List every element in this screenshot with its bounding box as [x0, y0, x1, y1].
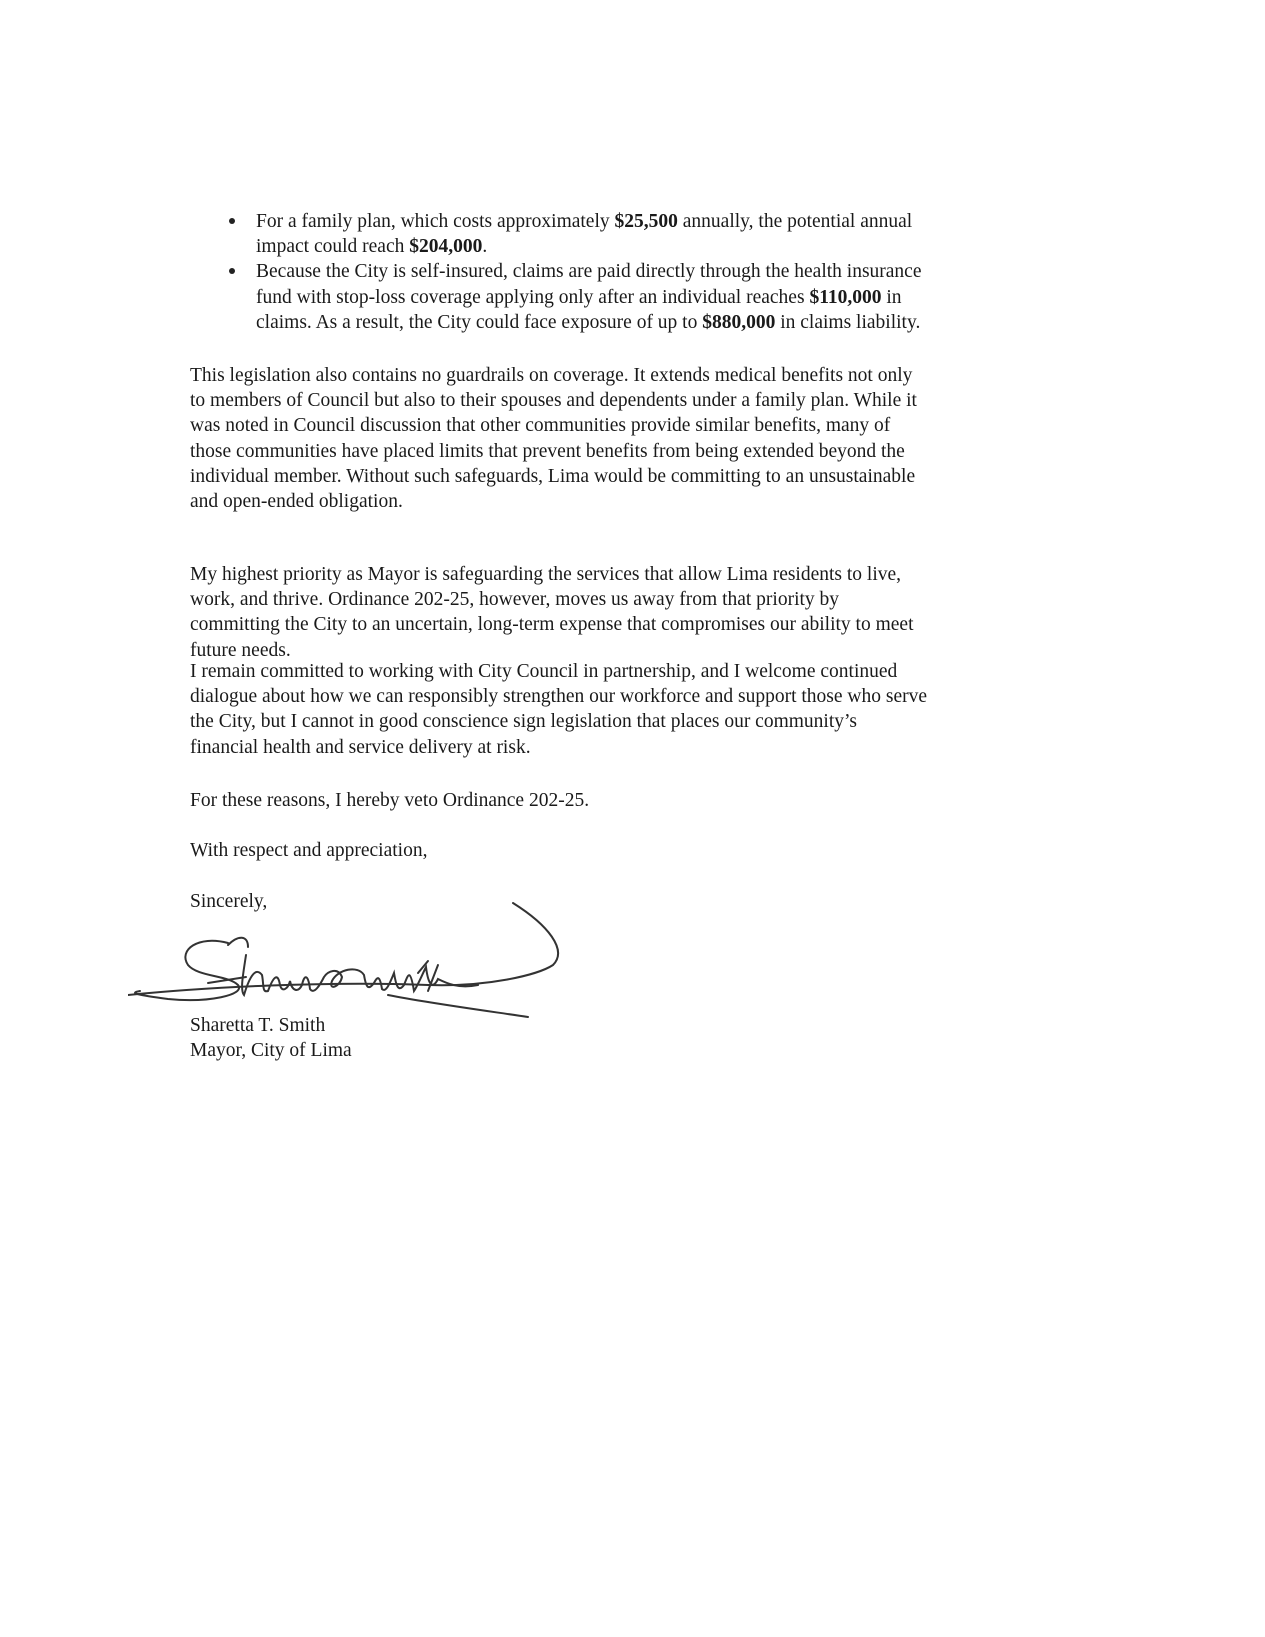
text-segment: For a family plan, which costs approximately	[256, 211, 615, 232]
paragraph	[190, 838, 427, 863]
text-segment: fund with stop-loss coverage applying only after an individual reaches	[256, 286, 810, 308]
text-line: individual member. Without such safeguards, Lima would be committing to an unsustainable	[190, 465, 916, 487]
bullet-item	[229, 259, 922, 335]
bold-amount: $110,000	[809, 286, 882, 308]
signer-title: Mayor, City of Lima	[190, 1040, 352, 1062]
text-line: those communities have placed limits that prevent benefits from being extended beyond the	[190, 440, 905, 462]
text-line: committing the City to an uncertain, long-term expense that compromises our ability to meet	[190, 614, 914, 636]
bullet-dot-icon	[229, 268, 235, 274]
text-line: future needs.	[190, 639, 291, 661]
text-line	[256, 285, 922, 310]
text-line: was noted in Council discussion that other communities provide similar benefits, many of	[190, 415, 891, 437]
paragraph	[190, 659, 927, 760]
bullet-list	[229, 209, 922, 335]
text-line: dialogue about how we can responsibly strengthen our workforce and support those who serve	[190, 686, 928, 708]
text-segment: impact could reach	[256, 236, 410, 258]
text-line: financial health and service delivery at risk.	[190, 736, 531, 758]
text-line	[256, 259, 922, 284]
text-line: Sincerely,	[190, 891, 268, 912]
text-line: to members of Council but also to their spouses and dependents under a family plan. While it	[190, 390, 917, 412]
text-line: work, and thrive. Ordinance 202-25, however, moves us away from that priority by	[190, 589, 840, 611]
text-segment: annually, the potential annual	[677, 211, 913, 232]
bullet-dot-icon	[229, 218, 235, 224]
text-line: I remain committed to working with City Council in partnership, and I welcome continued	[190, 661, 898, 682]
bold-amount: $204,000	[409, 236, 483, 258]
text-line: For these reasons, I hereby veto Ordinance 202-25.	[190, 790, 590, 811]
bold-amount: $25,500	[614, 211, 678, 232]
text-line: With respect and appreciation,	[190, 840, 428, 861]
text-line	[256, 234, 922, 259]
text-segment: claims. As a result, the City could face exposure of up to	[256, 311, 703, 333]
signer-name: Sharetta T. Smith	[190, 1015, 326, 1036]
handwritten-signature	[128, 895, 568, 1025]
text-line: the City, but I cannot in good conscience sign legislation that places our community’s	[190, 711, 858, 733]
text-segment: in claims liability.	[775, 311, 921, 333]
text-segment: Because the City is self-insured, claims are paid directly through the health insurance	[256, 261, 922, 283]
paragraph	[190, 363, 917, 514]
text-segment: in	[881, 286, 902, 308]
text-line	[256, 310, 922, 335]
signature-block	[190, 1013, 352, 1063]
paragraph	[190, 788, 589, 813]
text-segment: .	[482, 236, 488, 258]
paragraph	[190, 562, 914, 663]
text-line: and open-ended obligation.	[190, 490, 403, 512]
bold-amount: $880,000	[702, 311, 776, 333]
bullet-item	[229, 209, 922, 259]
text-line: My highest priority as Mayor is safeguarding the services that allow Lima residents to live,	[190, 564, 902, 585]
text-line	[256, 209, 922, 234]
text-line: This legislation also contains no guardrails on coverage. It extends medical benefits not only	[190, 365, 913, 386]
